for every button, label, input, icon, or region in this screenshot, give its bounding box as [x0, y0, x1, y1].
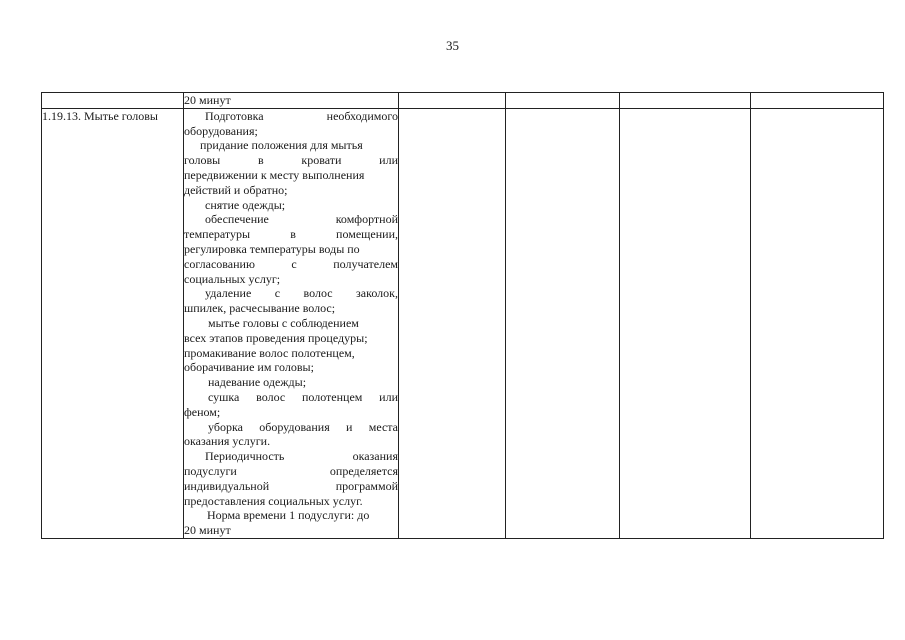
description-line: обеспечение комфортной [205, 212, 398, 227]
description-line: согласованию с получателем [184, 256, 398, 271]
description-line: регулировка температуры воды по [184, 241, 360, 256]
description-line: шпилек, расчесывание волос; [184, 301, 336, 316]
services-table [41, 92, 884, 539]
empty-cell [399, 93, 506, 109]
code-cell-continued [42, 93, 184, 109]
description-line: сушка волос полотенцем или [208, 389, 398, 404]
page-number: 35 [446, 38, 459, 53]
description-line: Норма времени 1 подуслуги: до [207, 508, 370, 523]
continued-description: 20 минут [184, 93, 231, 107]
description-line: 20 минут [184, 523, 231, 538]
service-description [184, 109, 398, 538]
description-line: уборка оборудования и места [208, 419, 398, 434]
empty-cell [506, 93, 620, 109]
description-line: Подготовка необходимого [205, 108, 398, 123]
description-line: надевание одежды; [208, 375, 307, 390]
description-cell-continued [184, 93, 399, 109]
description-line: оборудования; [184, 123, 258, 138]
description-line: снятие одежды; [205, 197, 286, 212]
description-line: передвижении к месту выполнения [184, 167, 365, 182]
description-line: промакивание волос полотенцем, [184, 345, 355, 360]
description-line: оборачивание им головы; [184, 360, 314, 375]
description-line: индивидуальной программой [184, 478, 398, 493]
empty-cell [399, 108, 506, 538]
empty-cell [620, 93, 751, 109]
description-line: придание положения для мытья [200, 138, 363, 153]
code-cell [42, 108, 184, 538]
table-row-wash-hair [42, 108, 884, 538]
service-code-title: 1.19.13. Мытье головы [42, 108, 158, 123]
description-line: феном; [184, 404, 221, 419]
description-line: оказания услуги. [184, 434, 271, 449]
empty-cell [620, 108, 751, 538]
description-line: удаление с волос заколок, [205, 286, 398, 301]
description-line: Периодичность оказания [205, 449, 398, 464]
description-line: подуслуги определяется [184, 463, 398, 478]
description-cell [184, 108, 399, 538]
description-line: головы в кровати или [184, 153, 398, 168]
description-line: социальных услуг; [184, 271, 281, 286]
description-line: действий и обратно; [184, 182, 288, 197]
empty-cell [506, 108, 620, 538]
empty-cell [751, 108, 884, 538]
empty-cell [751, 93, 884, 109]
description-line: температуры в помещении, [184, 227, 398, 242]
table-row-continued [42, 93, 884, 109]
description-line: предоставления социальных услуг. [184, 493, 363, 508]
description-line: всех этапов проведения процедуры; [184, 330, 368, 345]
description-line: мытье головы с соблюдением [208, 315, 359, 330]
